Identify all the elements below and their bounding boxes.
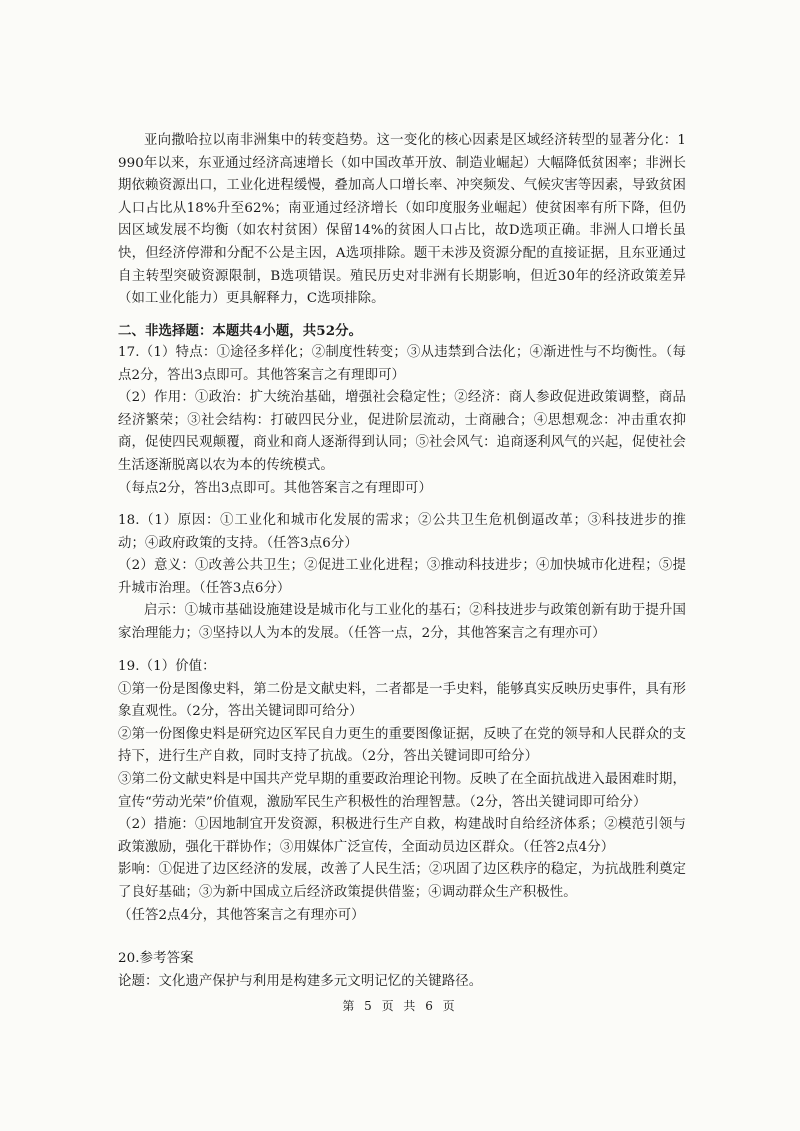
intro-block [118,130,686,311]
section-heading-block [118,320,686,343]
question-17 [118,342,686,500]
q18-inspiration: 启示：①城市基础设施建设是城市化与工业化的基石；②科技进步与政策创新有助于提升国家治理能力；③坚持以人为本的发展。（任答一点，2分，其他答案言之有理亦可） [118,603,686,641]
q20-heading: 20.参考答案 [118,951,194,966]
q19-scoring: （任答2点4分，其他答案言之有理亦可） [118,907,365,923]
q17-part1: 17.（1）特点：①途径多样化；②制度性转变；③从违禁到合法化；④渐进性与不均衡性。（每点2分，答出3点即可。其他答案言之有理即可） [118,345,686,383]
q19-value-2: ②第一份图像史料是研究边区军民自力更生的重要图像证据，反映了在党的领导和人民群众的支持下，进行生产自救，同时支持了抗战。（2分，答出关键词即可给分） [118,726,686,765]
question-19 [118,656,686,927]
q17-part2: （2）作用：①政治：扩大统治基础，增强社会稳定性；②经济：商人参政促进政策调整，商品经济繁荣；③社会结构：打破四民分业，促进阶层流动，士商融合；④思想观念：冲击重农抑商，促使四民观颠覆，商业和商人逐渐得到认同；⑤社会风气：追商逐利风气的兴起，促使社会生活逐渐脱离以农为本的传统模式。 [118,390,686,473]
q20-thesis: 论题：文化遗产保护与利用是构建多元文明记忆的关键路径。 [118,973,483,989]
question-18 [118,510,686,646]
q19-value-3: ③第二份文献史料是中国共产党早期的重要政治理论刊物。反映了在全面抗战进入最困难时期，宣传“劳动光荣”价值观，激励军民生产积极性的治理智慧。（2分，答出关键词即可给分） [118,771,686,810]
q19-heading: 19.（1）价值： [118,659,216,674]
q19-value-1: ①第一份是图像史料，第二份是文献史料，二者都是一手史料，能够真实反映历史事件，具有形象直观性。（2分，答出关键词即可给分） [118,681,686,720]
q17-scoring: （每点2分，答出3点即可。其他答案言之有理即可） [118,480,433,496]
page-number-footer: 第 5 页 共 6 页 [342,999,458,1013]
q18-part2: （2）意义：①改善公共卫生；②促进工业化进程；③推动科技进步；④加快城市化进程；⑤提升城市治理。（任答3点6分） [118,558,686,596]
q18-part1: 18.（1）原因：①工业化和城市化发展的需求；②公共卫生危机倒逼改革；③科技进步的推动；④政府政策的支持。（任答3点6分） [118,513,686,551]
intro-paragraph: 亚向撒哈拉以南非洲集中的转变趋势。这一变化的核心因素是区域经济转型的显著分化：1990年以来，东亚通过经济高速增长（如中国改革开放、制造业崛起）大幅降低贫困率；非洲长期依赖资源出口，工业化进程缓慢，叠加高人口增长率、冲突频发、气候灾害等因素，导致贫困人口占比从18%升至62%；南亚通过经济增长（如印度服务业崛起）使贫困率有所下降，但仍因区域发展不均衡（如农村贫困）保留14%的贫困人口占比，故D选项正确。非洲人口增长虽快，但经济停滞和分配不公是主因，A选项排除。题干未涉及资源分配的直接证据，且东亚通过自主转型突破资源限制，B选项错误。殖民历史对非洲有长期影响，但近30年的经济政策差异（如工业化能力）更具解释力，C选项排除。 [118,133,686,307]
q19-measures: （2）措施：①因地制宜开发资源，积极进行生产自救，构建战时自给经济体系；②模范引领与政策激励，强化干群协作；③用媒体广泛宣传，全面动员边区群众。（任答2点4分） [118,817,686,855]
section-heading: 二、非选择题：本题共4小题，共52分。 [118,323,363,339]
q19-impact: 影响：①促进了边区经济的发展，改善了人民生活；②巩固了边区秩序的稳定，为抗战胜利奠定了良好基础；③为新中国成立后经济政策提供借鉴；④调动群众生产积极性。 [118,862,686,900]
question-20 [118,948,686,993]
